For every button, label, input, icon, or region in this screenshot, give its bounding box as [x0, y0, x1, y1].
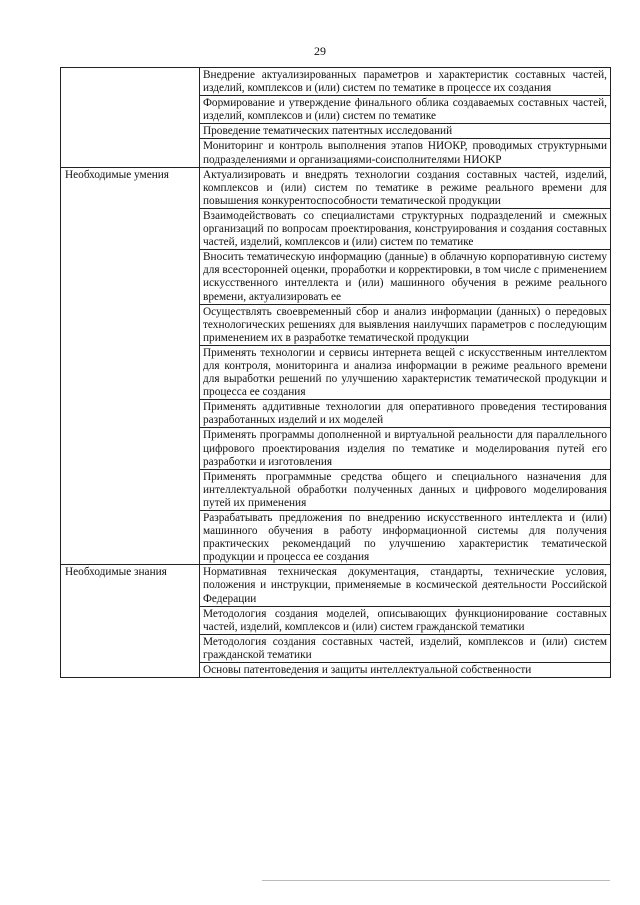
requirement-text: Внедрение актуализированных параметров и характеристик составных частей, изделий, комплексов и (или) систем по тематике в процессе их создания: [200, 68, 611, 96]
requirement-text: Применять аддитивные технологии для оперативного проведения тестирования разработанных изделий и их моделей: [200, 400, 611, 428]
requirement-text: Вносить тематическую информацию (данные) в облачную корпоративную систему для всесторонней оценки, проработки и корректировки, в том числе с применением искусственного интеллекта и (или) машинного обучения в режиме реального времени, актуализировать ее: [200, 250, 611, 304]
requirement-text: Нормативная техническая документация, стандарты, технические условия, положения и инструкции, применяемые в космической деятельности Российской Федерации: [200, 565, 611, 606]
requirement-text: Взаимодействовать со специалистами структурных подразделений и смежных организаций по вопросам проектирования, конструирования и создания составных частей, изделий, комплексов и (или) систем по тематике: [200, 208, 611, 249]
requirement-text: Методология создания моделей, описывающих функционирование составных частей, изделий, комплексов и (или) систем гражданской тематики: [200, 606, 611, 634]
requirements-table-body: [61, 68, 611, 678]
requirement-text: Актуализировать и внедрять технологии создания составных частей, изделий, комплексов и (или) систем по тематике в режиме реального времени для повышения конкурентоспособности тематической продукции: [200, 167, 611, 208]
section-label-knowledge-row: Необходимые знания: [61, 565, 200, 678]
page-number: 29: [314, 44, 326, 58]
table-row: [61, 167, 611, 208]
section-label-actions-row: [61, 68, 200, 168]
table-row: [61, 68, 611, 96]
requirement-text: Разрабатывать предложения по внедрению искусственного интеллекта и (или) машинного обучения в работу информационной системы для получения практических рекомендаций по улучшению характеристик тематической продукции и процесса ее создания: [200, 511, 611, 565]
requirement-text: Основы патентоведения и защиты интеллектуальной собственности: [200, 663, 611, 678]
section-label-skills-row: Необходимые умения: [61, 167, 200, 565]
requirement-text: Методология создания составных частей, изделий, комплексов и (или) систем гражданской тематики: [200, 634, 611, 662]
page-bottom-rule: [262, 880, 610, 881]
table-row: [61, 565, 611, 606]
requirement-text: Осуществлять своевременный сбор и анализ информации (данных) о передовых технологических решениях для выявления наилучших параметров с последующим применением их в разработке тематической продукции: [200, 304, 611, 345]
requirements-table: [60, 67, 611, 678]
requirement-text: Проведение тематических патентных исследований: [200, 124, 611, 139]
requirement-text: Применять программы дополненной и виртуальной реальности для параллельного цифрового проектирования изделия по тематике и моделирования путей его разработки и изготовления: [200, 428, 611, 469]
requirement-text: Формирование и утверждение финального облика создаваемых составных частей, изделий, комплексов и (или) систем по тематике: [200, 96, 611, 124]
requirement-text: Применять технологии и сервисы интернета вещей с искусственным интеллектом для контроля, мониторинга и анализа информации в режиме реального времени для выработки решений по улучшению характеристик тематической продукции и процесса ее создания: [200, 345, 611, 399]
requirement-text: Применять программные средства общего и специального назначения для интеллектуальной обработки полученных данных и цифрового моделирования путей их применения: [200, 469, 611, 510]
requirement-text: Мониторинг и контроль выполнения этапов НИОКР, проводимых структурными подразделениями и организациями-соисполнителями НИОКР: [200, 139, 611, 167]
